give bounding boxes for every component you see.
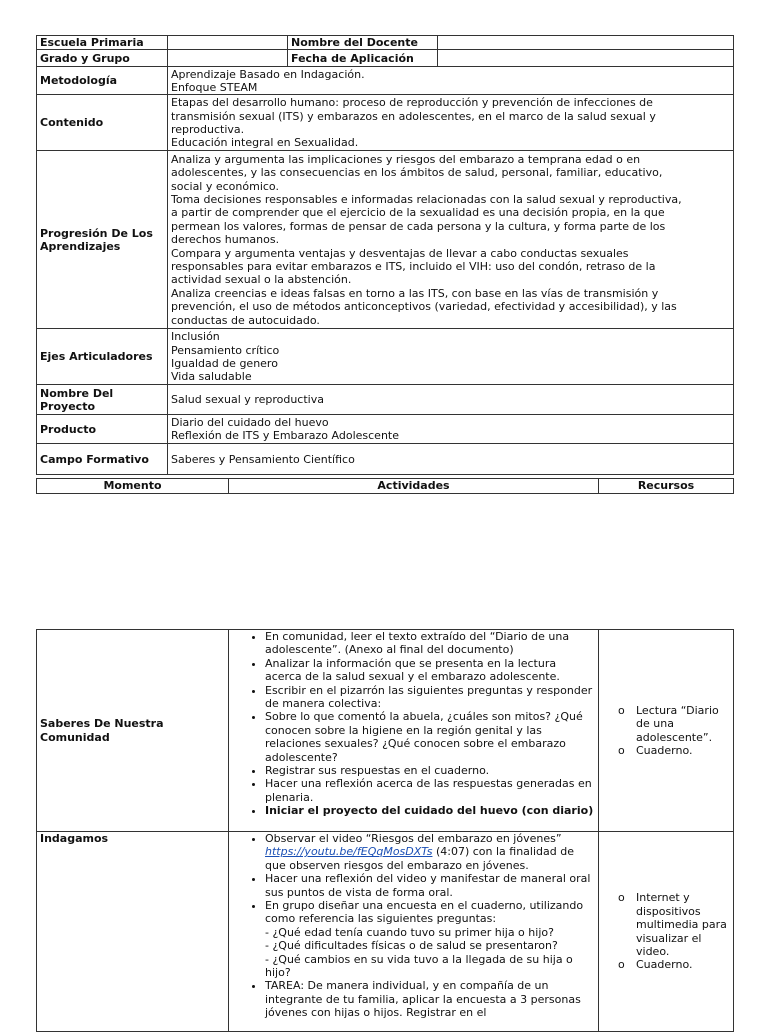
momento-label-indagamos: Indagamos: [37, 832, 229, 1032]
survey-question: - ¿Qué dificultades físicas o de salud se presentaron?: [265, 939, 558, 953]
resources-cell: [599, 630, 734, 832]
actividades-header: Actividades: [229, 479, 599, 494]
resource-item: o Lectura “Diario de una adolescente”.: [636, 704, 730, 744]
campo-line: Saberes y Pensamiento Científico: [171, 452, 355, 466]
metodologia-label: Metodología: [37, 67, 168, 95]
row-campo: [37, 444, 734, 475]
activity-item: • Hacer una reflexión del video y manifestar de maneral oral sus puntos de vista de forma oral.: [265, 872, 595, 899]
producto-line: Reflexión de ITS y Embarazo Adolescente: [171, 429, 399, 443]
activities-table: [36, 629, 734, 1032]
activity-item: [265, 899, 595, 979]
metodologia-line: Aprendizaje Basado en Indagación.: [171, 67, 365, 81]
progresion-line: prevención, el uso de métodos anticonceptivos (variedad, efectividad y accesibilidad), y las: [171, 300, 677, 314]
activity-item: • TAREA: De manera individual, y en compañía de un integrante de tu familia, aplicar la encuesta a 3 personas jóvenes con hijas o hijos. Registrar en el: [265, 979, 595, 1019]
ejes-label: Ejes Articuladores: [37, 329, 168, 385]
progresion-line: Analiza y argumenta las implicaciones y riesgos del embarazo a temprana edad o en: [171, 152, 641, 166]
proyecto-line: Salud sexual y reproductiva: [171, 393, 324, 407]
grado-value: [168, 50, 288, 67]
activity-item: • Analizar la información que se presenta en la lectura acerca de la salud sexual y el embarazo adolescente.: [265, 657, 595, 684]
progresion-line: adolescentes, y las consecuencias en los ámbitos de salud, personal, familiar, educativo,: [171, 166, 663, 180]
resources-list: [602, 704, 730, 758]
row-producto: [37, 415, 734, 444]
activities-cell: [229, 832, 599, 1032]
fecha-value: [438, 50, 734, 67]
producto-value: [168, 415, 734, 444]
campo-value: [168, 444, 734, 475]
row-contenido: [37, 95, 734, 151]
progresion-line: Analiza creencias e ideas falsas en torno a las ITS, con base en las vías de transmisión y: [171, 286, 659, 300]
row-progresion: [37, 151, 734, 329]
survey-question: - ¿Qué cambios en su vida tuvo a la llegada de su hija o hijo?: [265, 952, 573, 980]
activity-item: • Hacer una reflexión acerca de las respuestas generadas en plenaria.: [265, 777, 595, 804]
metodologia-value: [168, 67, 734, 95]
resource-item: o Cuaderno.: [636, 744, 730, 757]
contenido-value: [168, 95, 734, 151]
activities-header-table: [36, 478, 734, 494]
contenido-line: Educación integral en Sexualidad.: [171, 136, 359, 150]
progresion-label: Progresión De Los Aprendizajes: [37, 151, 168, 329]
resource-item: o Internet y dispositivos multimedia para visualizar el video.: [636, 891, 730, 958]
proyecto-label: Nombre Del Proyecto: [37, 385, 168, 415]
video-intro: Observar el video “Riesgos del embarazo en jóvenes”: [265, 832, 562, 845]
ejes-line: Vida saludable: [171, 370, 252, 384]
ejes-value: [168, 329, 734, 385]
escuela-value: [168, 36, 288, 50]
row-ejes: [37, 329, 734, 385]
resources-list: [602, 891, 730, 971]
progresion-line: a partir de comprender que el ejercicio de la sexualidad es una decisión propia, en la que: [171, 206, 665, 220]
activity-item-bold: • Iniciar el proyecto del cuidado del huevo (con diario): [265, 804, 595, 817]
progresion-line: Toma decisiones responsables e informadas relacionadas con la salud sexual y reproductiva,: [171, 192, 682, 206]
progresion-line: social y económico.: [171, 179, 279, 193]
fecha-label: Fecha de Aplicación: [288, 50, 438, 67]
recursos-header: Recursos: [599, 479, 734, 494]
contenido-line: reproductiva.: [171, 122, 245, 136]
video-rest: (4:07) con la finalidad de que observen riesgos del embarazo en jóvenes.: [265, 845, 574, 872]
activity-item: [265, 832, 595, 872]
progresion-line: derechos humanos.: [171, 233, 280, 247]
resource-item: o Cuaderno.: [636, 958, 730, 971]
ejes-line: Igualdad de genero: [171, 356, 278, 370]
metodologia-line: Enfoque STEAM: [171, 80, 258, 94]
row-proyecto: [37, 385, 734, 415]
survey-intro: En grupo diseñar una encuesta en el cuaderno, utilizando como referencia las siguientes preguntas:: [265, 899, 584, 926]
progresion-line: Compara y argumenta ventajas y desventajas de llevar a cabo conductas sexuales: [171, 246, 629, 260]
progresion-value: [168, 151, 734, 329]
escuela-label: Escuela Primaria: [37, 36, 168, 50]
progresion-line: conductas de autocuidado.: [171, 313, 320, 327]
campo-label: Campo Formativo: [37, 444, 168, 475]
grado-label: Grado y Grupo: [37, 50, 168, 67]
momento-header: Momento: [37, 479, 229, 494]
contenido-line: transmisión sexual (ITS) y embarazos en adolescentes, en el marco de la salud sexual y: [171, 109, 656, 123]
video-link[interactable]: https://youtu.be/fEQqMosDXTs: [265, 845, 433, 859]
progresion-line: actividad sexual o la abstención.: [171, 273, 352, 287]
planning-info-table: [36, 35, 734, 475]
docente-label: Nombre del Docente: [288, 36, 438, 50]
contenido-line: Etapas del desarrollo humano: proceso de reproducción y prevención de infecciones de: [171, 96, 653, 110]
activities-cell: [229, 630, 599, 832]
ejes-line: Inclusión: [171, 330, 220, 344]
progresion-line: responsables para evitar embarazos e ITS, incluido el VIH: uso del condón, retraso de la: [171, 260, 656, 274]
producto-line: Diario del cuidado del huevo: [171, 416, 329, 429]
activity-item: • Escribir en el pizarrón las siguientes preguntas y responder de manera colectiva:: [265, 684, 595, 711]
ejes-line: Pensamiento crítico: [171, 343, 280, 357]
momento-label-saberes: Saberes De Nuestra Comunidad: [37, 630, 229, 832]
momento-row: [37, 630, 734, 832]
survey-question: - ¿Qué edad tenía cuando tuvo su primer hija o hijo?: [265, 925, 554, 939]
activities-list: [232, 630, 595, 818]
activities-list: [232, 832, 595, 1020]
resources-cell: [599, 832, 734, 1032]
progresion-line: permean los valores, formas de pensar de cada persona y la cultura, y forma parte de los: [171, 219, 666, 233]
activity-item: • En comunidad, leer el texto extraído del “Diario de una adolescente”. (Anexo al final del documento): [265, 630, 595, 657]
activity-item: • Registrar sus respuestas en el cuaderno.: [265, 764, 595, 777]
momento-row: [37, 832, 734, 1032]
proyecto-value: [168, 385, 734, 415]
contenido-label: Contenido: [37, 95, 168, 151]
docente-value: [438, 36, 734, 50]
row-metodologia: [37, 67, 734, 95]
activity-item: • Sobre lo que comentó la abuela, ¿cuáles son mitos? ¿Qué conocen sobre la higiene en la región genital y las relaciones sexuales? ¿Qué conocen sobre el embarazo adolescente?: [265, 710, 595, 764]
producto-label: Producto: [37, 415, 168, 444]
